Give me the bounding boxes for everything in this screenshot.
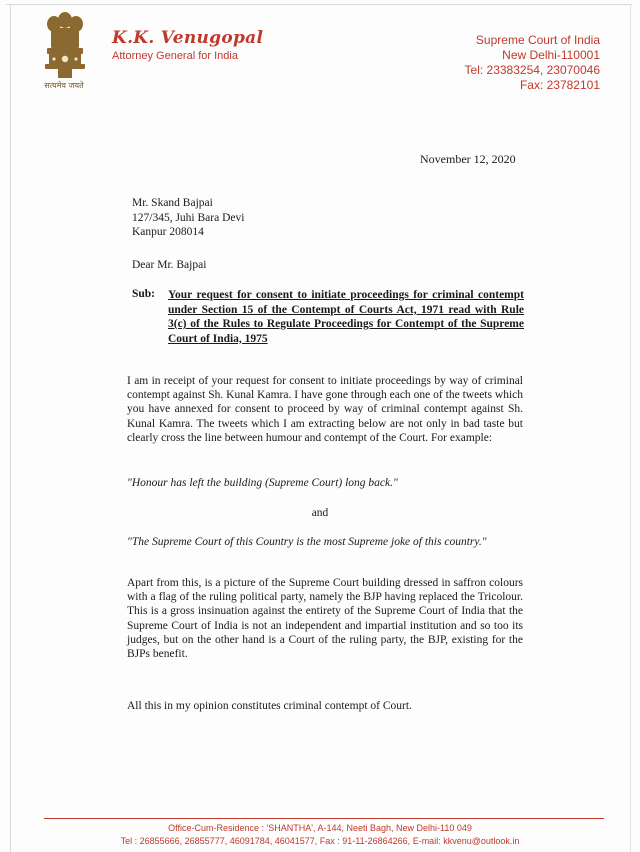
subject-label: Sub: [132, 288, 156, 300]
letterhead-address-line: Supreme Court of India [475, 33, 600, 47]
recipient-line: Mr. Skand Bajpai [132, 197, 213, 209]
footer-divider [44, 818, 604, 819]
recipient-address [132, 196, 244, 240]
recipient-line: Kanpur 208014 [132, 226, 204, 238]
page-edge-top [6, 4, 632, 5]
page-edge-left [10, 4, 11, 852]
conjunction: and [311, 507, 329, 519]
footer-contact: Tel : 26855666, 26855777, 46091784, 46041577, Fax : 91-11-26864266, E-mail: kkvenu@outlook.in [120, 836, 520, 846]
page-edge-right [630, 4, 631, 852]
tweet-quote: "Honour has left the building (Supreme Court) long back." [127, 477, 398, 489]
letterhead-title: Attorney General for India [112, 50, 238, 62]
tweet-quote: "The Supreme Court of this Country is the most Supreme joke of this country." [127, 536, 487, 548]
emblem-motto: सत्यमेव जयते [44, 81, 84, 90]
letterhead-address-line: New Delhi-110001 [502, 48, 600, 62]
body-paragraph: I am in receipt of your request for consent to initiate proceedings by way of criminal contempt against Sh. Kunal Kamra. I have gone through each one of the tweets which you have annexed for consent to proceed by way of criminal contempt against Sh. Kunal Kamra. The tweets which I am extracting below are not only in bad taste but clearly cross the line between humour and contempt of the Court. For example: [127, 375, 523, 444]
salutation: Dear Mr. Bajpai [132, 259, 207, 271]
body-paragraph: All this in my opinion constitutes criminal contempt of Court. [127, 700, 412, 712]
letterhead-address-line: Tel: 23383254, 23070046 [464, 63, 600, 77]
letter-date: November 12, 2020 [420, 152, 516, 166]
footer-address: Office-Cum-Residence : 'SHANTHA', A-144, Neeti Bagh, New Delhi-110 049 [168, 823, 472, 833]
subject-text: Your request for consent to initiate proceedings for criminal contempt under Section 15 of the Contempt of Courts Act, 1971 read with Rule 3(c) of the Rules to Regulate Proceedings for Contempt of the Supreme Court of India, 1975 [168, 289, 524, 345]
letterhead-address [465, 33, 600, 93]
recipient-line: 127/345, Juhi Bara Devi [132, 211, 245, 224]
letterhead-address-line: Fax: 23782101 [519, 78, 600, 92]
body-paragraph: Apart from this, is a picture of the Supreme Court building dressed in saffron colours with a flag of the ruling political party, namely the BJP having replaced the Tricolour. This is a gross insinuation against the entirety of the Supreme Court of India that the Supreme Court of India is not an independent and impartial institution and so too its judges, but on the other hand is a Court of the ruling party, the BJP, existing for the BJPs benefit. [127, 577, 523, 661]
letterhead-name: K.K. Venugopal [112, 28, 264, 48]
